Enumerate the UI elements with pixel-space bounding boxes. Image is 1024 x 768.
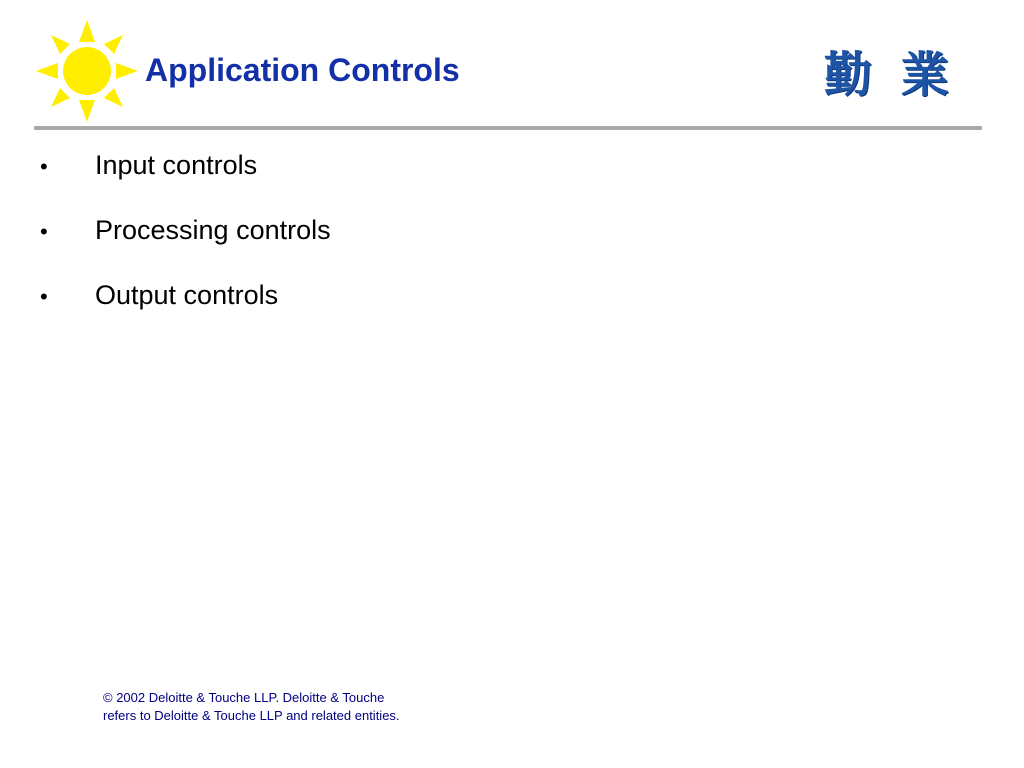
bullet-dot: •	[40, 154, 48, 179]
brand-logo-text: 勤 業	[824, 47, 955, 103]
bullet-dot: •	[40, 219, 48, 244]
footer-line-2: refers to Deloitte & Touche LLP and related entities.	[103, 708, 400, 723]
sun-icon	[36, 20, 138, 122]
bullet-text: Input controls	[95, 150, 258, 180]
bullet-text: Processing controls	[95, 215, 331, 245]
bullet-list	[40, 150, 331, 345]
copyright-footer	[103, 689, 400, 725]
bullet-item-output-controls	[40, 280, 331, 345]
footer-line-1: © 2002 Deloitte & Touche LLP. Deloitte & Touche	[103, 690, 385, 705]
bullet-text: Output controls	[95, 280, 279, 310]
slide-title: Application Controls	[145, 52, 460, 88]
bullet-dot: •	[40, 284, 48, 309]
bullet-item-processing-controls	[40, 215, 331, 280]
bullet-item-input-controls	[40, 150, 331, 215]
title-divider	[34, 126, 982, 130]
